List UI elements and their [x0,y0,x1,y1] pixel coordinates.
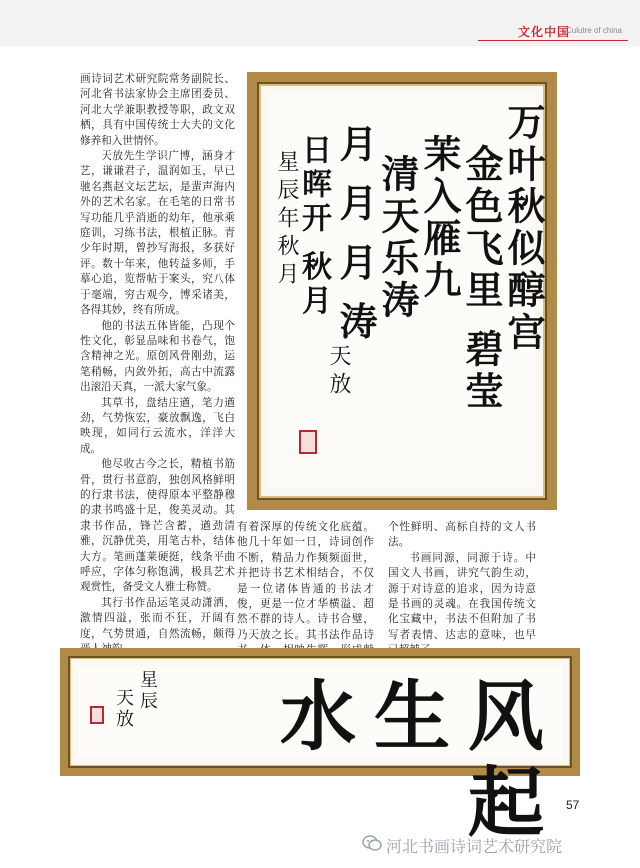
calligraphy-column: 茉入雁九 [417,134,462,302]
paragraph: 书画同源，同源于诗。中国文人书画，讲究气韵生动，源于对诗意的追求，因为诗意是书画的灵魂。在我国传统文化宝藏中，书法不但附加了书写者表情、达志的意味，也早 [388,551,536,641]
calligraphy-column: 万叶秋似醇宫 [501,102,546,354]
vertical-calligraphy-frame [247,72,557,510]
calligraphy-column: 日晖开 秋月 [296,134,331,319]
calligraphy-signature: 星辰 [137,670,158,712]
calligraphy-paper [269,94,546,488]
article-left-column [80,72,235,640]
watermark-text: 河北书画诗词艺术研究院 [386,837,563,856]
paragraph: 有着深厚的传统文化底蕴。他几十年如一日，诗词创作不断，精品力作频频面世，并把诗书艺术相结合，不仅是一位诸体皆通的书法才俊，更是一位才华横溢、超然不群的诗人。诗书合璧，乃天放之长。其书法作品诗 [237,521,374,641]
section-title-en: Culutre of china [565,26,622,35]
paragraph: 他尽收古今之长，精植书筋骨，贯行书意韵，独创风格鲜明的行隶书法，使得原本平整静穆的隶书鸣盛十足，俊美灵动。其隶书作品，锋芒含蓄，遒劲清雅，沉静优美，用笔古朴，结体大方。笔画蓬莱硬挺，线条平曲呼应，字体匀称饱满，极具艺术观赏性，备受文人雅士称赞。 [80,458,235,594]
red-seal-icon [90,706,104,724]
paragraph: 其草书，盘结庄遒，笔力遒劲，气势恢宏，豪放飘逸，飞白映现，如同行云流水，洋洋大成。 [80,396,235,455]
article-middle-column-1 [237,520,374,641]
red-seal-icon [299,430,317,454]
calligraphy-signature: 天放 [326,344,351,400]
wechat-icon [362,834,382,852]
calligraphy-date-line: 星辰年秋月 [274,150,299,290]
paragraph: 画诗词艺术研究院常务副院长、河北省书法家协会主席团委员、河北大学兼职教授等职，政文双栖，具有中国传统士大夫的文化修养和入世情怀。 [80,73,235,147]
top-header-bar [0,0,640,46]
paragraph: 天放先生学识广博，涵身才艺，谦谦君子，温润如玉，早已驰名燕赵文坛艺坛，是蜚声海内外的艺术名家。在毛笔的日常书写功能几乎消逝的幼年，他承乘庭训，习练书法，根植正脉。青少年时期，曾抄写海报，多获好评。数十年来，他转益多师，手摹心追，览帮帖于案头，究八体于毫端，穷古观今，博采诸美，各得其妙，终有所成。 [80,150,235,317]
header-rule [478,40,628,41]
paragraph: 个性鲜明、高标自持的文人书法。 [388,521,536,549]
paragraph: 其行书作品运笔灵动潇洒，激情四溢，张而不狂，开阔有度，气势贯通，自然流畅，颇得 [80,596,235,640]
calligraphy-column: 金色飞里 碧莹 [459,144,504,414]
calligraphy-main-text: 风生水起 [280,672,562,847]
article-middle-column-2 [388,520,536,641]
page-number: 57 [566,798,580,812]
calligraphy-column: 清天乐涛 [375,154,420,322]
calligraphy-signature: 天放 [113,688,134,730]
paragraph: 他的书法五体皆能，凸现个性文化，彰显品味和书卷气，饱含精神之光。原创风骨刚劲，运笔稍畅，内敛外拓，高古中流露出滚沿天真，一派大家气象。 [80,319,235,394]
calligraphy-column: 月 月 月 涛 [333,124,378,344]
section-title: 文化中国 [517,25,570,39]
